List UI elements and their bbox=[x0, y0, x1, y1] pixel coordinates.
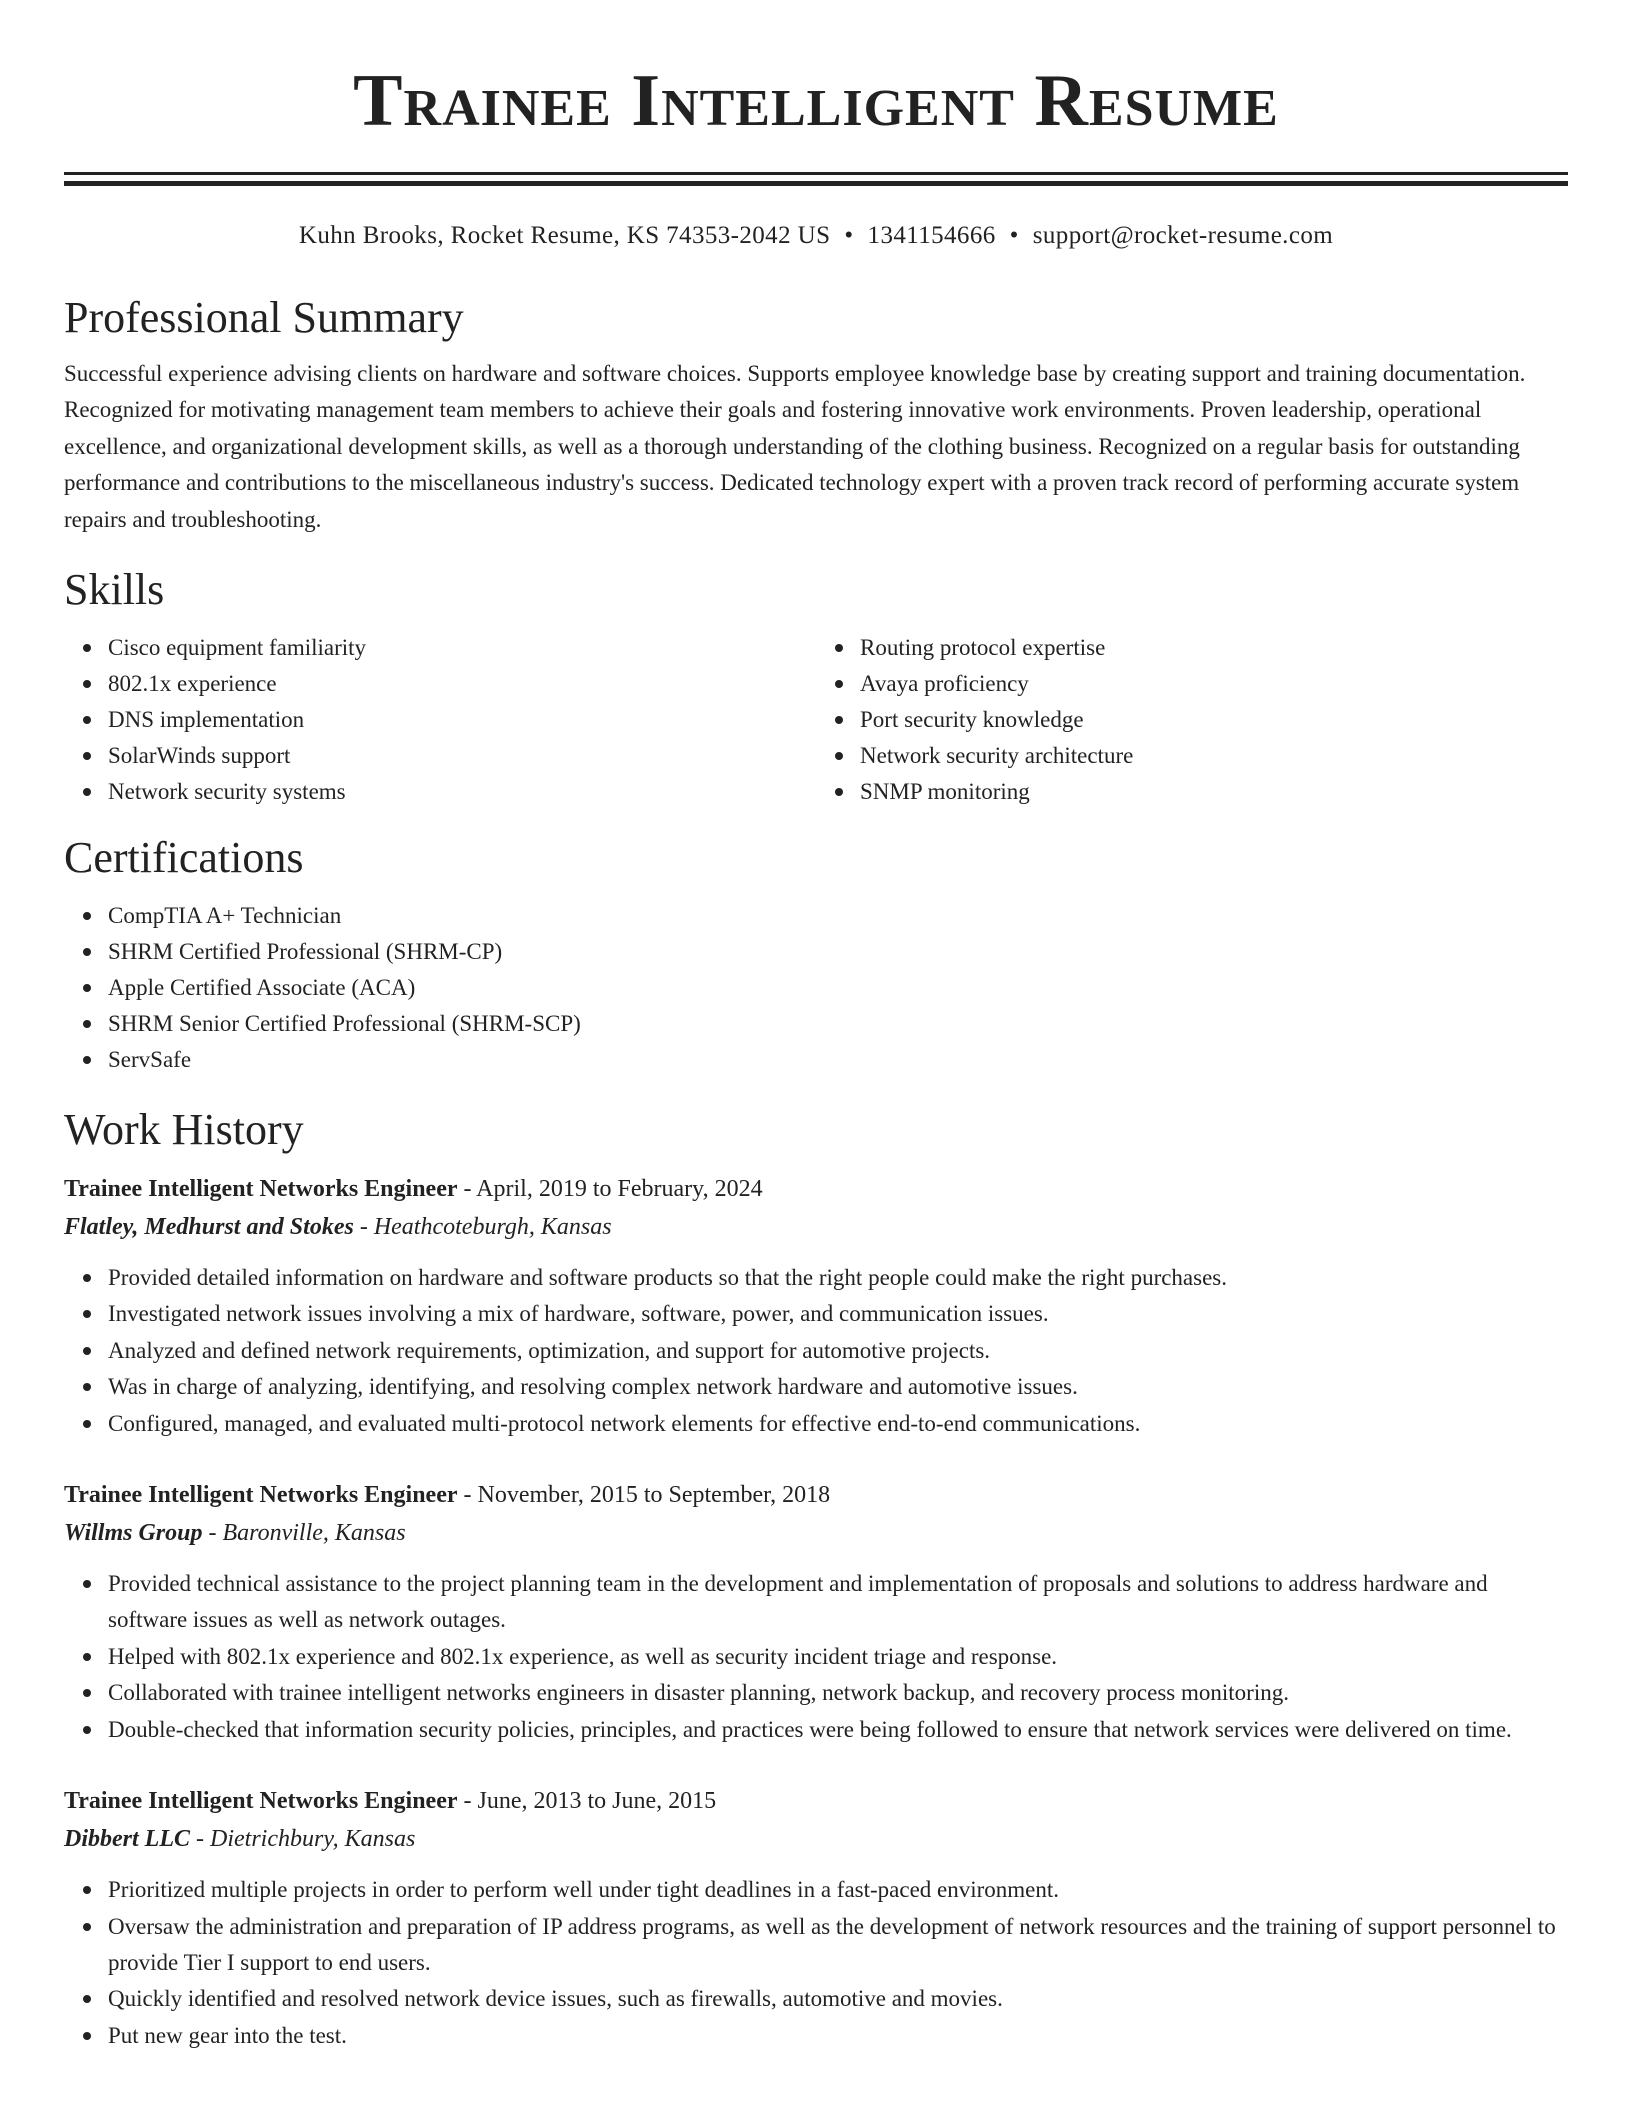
job-bullet: Quickly identified and resolved network device issues, such as firewalls, automotive and movies. bbox=[108, 1981, 1568, 2017]
job-bullet: Prioritized multiple projects in order to perform well under tight deadlines in a fast-paced environment. bbox=[108, 1872, 1568, 1908]
job-entry bbox=[64, 1476, 1568, 1748]
section-heading-summary: Professional Summary bbox=[64, 293, 464, 342]
job-company: Dibbert LLC bbox=[64, 1826, 190, 1853]
contact-address: Kuhn Brooks, Rocket Resume, KS 74353-2042 US bbox=[298, 222, 831, 249]
job-bullet: Provided technical assistance to the project planning team in the development and implementation of proposals and solutions to address hardware and software issues as well as network outages. bbox=[108, 1566, 1568, 1639]
job-bullet: Investigated network issues involving a mix of hardware, software, power, and communication issues. bbox=[108, 1296, 1568, 1332]
job-bullets bbox=[64, 1872, 1568, 2054]
contact-separator: • bbox=[844, 222, 854, 249]
contact-phone: 1341154666 bbox=[867, 222, 996, 249]
job-location: - Heathcoteburgh, Kansas bbox=[353, 1214, 612, 1241]
job-bullet: Put new gear into the test. bbox=[108, 2018, 1568, 2054]
job-bullet: Was in charge of analyzing, identifying, and resolving complex network hardware and automotive issues. bbox=[108, 1369, 1568, 1405]
resume-title: Trainee Intelligent Resume bbox=[353, 60, 1279, 142]
job-bullets bbox=[64, 1566, 1568, 1748]
job-bullet: Helped with 802.1x experience and 802.1x experience, as well as security incident triage and response. bbox=[108, 1639, 1568, 1675]
job-bullet: Oversaw the administration and preparation of IP address programs, as well as the development of network resources and the training of support personnel to provide Tier I support to end users. bbox=[108, 1909, 1568, 1982]
job-bullets bbox=[64, 1260, 1568, 1442]
skills-list-right bbox=[816, 630, 1568, 810]
job-dates: - November, 2015 to September, 2018 bbox=[457, 1482, 831, 1509]
job-employer bbox=[64, 1514, 1568, 1552]
resume-page bbox=[64, 0, 1568, 2054]
certifications-list bbox=[64, 898, 1568, 1078]
skill-item: Port security knowledge bbox=[860, 702, 1568, 738]
certification-item: ServSafe bbox=[108, 1042, 1568, 1078]
job-title: Trainee Intelligent Networks Engineer bbox=[64, 1176, 458, 1203]
certification-item: SHRM Senior Certified Professional (SHRM-SCP) bbox=[108, 1006, 1568, 1042]
job-dates: - April, 2019 to February, 2024 bbox=[457, 1176, 763, 1203]
job-dates: - June, 2013 to June, 2015 bbox=[457, 1788, 717, 1815]
job-bullet: Provided detailed information on hardware and software products so that the right people could make the right purchases. bbox=[108, 1260, 1568, 1296]
skill-item: Avaya proficiency bbox=[860, 666, 1568, 702]
job-bullet: Configured, managed, and evaluated multi-protocol network elements for effective end-to-end communications. bbox=[108, 1406, 1568, 1442]
skills-columns bbox=[64, 630, 1568, 810]
job-header bbox=[64, 1476, 1568, 1514]
skill-item: Cisco equipment familiarity bbox=[108, 630, 816, 666]
skill-item: Routing protocol expertise bbox=[860, 630, 1568, 666]
job-company: Willms Group bbox=[64, 1520, 203, 1547]
contact-email: support@rocket-resume.com bbox=[1032, 222, 1334, 249]
job-entry bbox=[64, 1170, 1568, 1442]
job-location: - Dietrichbury, Kansas bbox=[190, 1826, 416, 1853]
section-heading-skills: Skills bbox=[64, 565, 165, 615]
skill-item: Network security architecture bbox=[860, 738, 1568, 774]
job-header bbox=[64, 1170, 1568, 1208]
job-company: Flatley, Medhurst and Stokes bbox=[64, 1214, 354, 1241]
job-location: - Baronville, Kansas bbox=[202, 1520, 406, 1547]
skill-item: Network security systems bbox=[108, 774, 816, 810]
section-heading-work-history: Work History bbox=[64, 1105, 304, 1155]
job-employer bbox=[64, 1208, 1568, 1246]
certification-item: Apple Certified Associate (ACA) bbox=[108, 970, 1568, 1006]
job-title: Trainee Intelligent Networks Engineer bbox=[64, 1482, 458, 1509]
section-heading-certifications: Certifications bbox=[64, 833, 304, 883]
skill-item: DNS implementation bbox=[108, 702, 816, 738]
contact-separator: • bbox=[1009, 222, 1019, 249]
skill-item: SolarWinds support bbox=[108, 738, 816, 774]
job-entry bbox=[64, 1782, 1568, 2054]
title-rule-bottom bbox=[64, 181, 1568, 186]
job-header bbox=[64, 1782, 1568, 1820]
skills-list-left bbox=[64, 630, 816, 810]
title-rule-top bbox=[64, 172, 1568, 175]
job-bullet: Analyzed and defined network requirements, optimization, and support for automotive projects. bbox=[108, 1333, 1568, 1369]
job-bullet: Collaborated with trainee intelligent networks engineers in disaster planning, network backup, and recovery process monitoring. bbox=[108, 1675, 1568, 1711]
job-title: Trainee Intelligent Networks Engineer bbox=[64, 1788, 458, 1815]
job-employer bbox=[64, 1820, 1568, 1858]
certification-item: CompTIA A+ Technician bbox=[108, 898, 1568, 934]
job-bullet: Double-checked that information security policies, principles, and practices were being followed to ensure that network services were delivered on time. bbox=[108, 1712, 1568, 1748]
contact-line bbox=[64, 220, 1568, 252]
certification-item: SHRM Certified Professional (SHRM-CP) bbox=[108, 934, 1568, 970]
skill-item: SNMP monitoring bbox=[860, 774, 1568, 810]
summary-text: Successful experience advising clients on hardware and software choices. Supports employee knowledge base by creating support and training documentation. Recognized for motivating management team members to achieve their goals and fostering innovative work environments. Proven leadership, operational excellence, and organizational development skills, as well as a thorough understanding of the clothing business. Recognized on a regular basis for outstanding performance and contributions to the miscellaneous industry's success. Dedicated technology expert with a proven track record of performing accurate system repairs and troubleshooting. bbox=[64, 361, 1526, 532]
skill-item: 802.1x experience bbox=[108, 666, 816, 702]
